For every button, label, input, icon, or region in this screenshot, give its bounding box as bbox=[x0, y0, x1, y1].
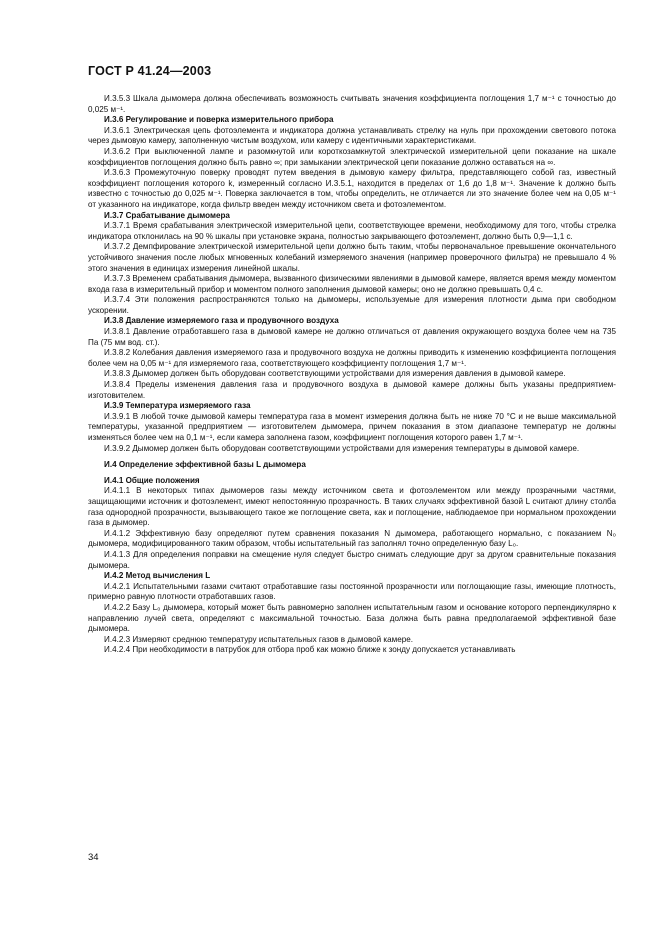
paragraph: И.4.1.2 Эффективную базу определяют путем сравнения показания N дымомера, работающего нормально, с показанием N₀ дымомера, модифицированного таким образом, чтобы испытательный газ заполнял точно определенную базу L₀. bbox=[88, 528, 616, 549]
paragraph: И.3.8.1 Давление отработавшего газа в дымовой камере не должно отличаться от давления окружающего воздуха более чем на 735 Па (75 мм вод. ст.). bbox=[88, 327, 616, 347]
paragraph: И.4.2.3 Измеряют среднюю температуру испытательных газов в дымовой камере. bbox=[104, 634, 413, 644]
subsection-heading: И.3.7 Срабатывание дымомера bbox=[104, 210, 230, 220]
paragraph: И.3.8.3 Дымомер должен быть оборудован соответствующими устройствами для измерения давления в дымовой камере. bbox=[104, 369, 566, 379]
subsection-heading: И.3.9 Температура измеряемого газа bbox=[104, 401, 251, 411]
paragraph: И.4.2.1 Испытательными газами считают отработавшие газы постоянной прозрачности или поглощающие газы, имеющие плотность, примерно равную плотности отработавших газов. bbox=[88, 581, 616, 602]
paragraph: И.3.9.1 В любой точке дымовой камеры температура газа в момент измерения должна быть не ниже 70 °С и не выше максимальной температуры, указанной предприятием — изготовителем дымомера, причем показания в этом диапазоне температур не должны изменяться более чем на 0,1 м⁻¹, если камера заполнена газом, коэффициент поглощения которого равен 1,7 м⁻¹. bbox=[88, 411, 616, 442]
document-body bbox=[88, 94, 616, 656]
paragraph: И.3.5.3 Шкала дымомера должна обеспечивать возможность считывать значения коэффициента поглощения 1,7 м⁻¹ с точностью до 0,025 м⁻¹. bbox=[88, 94, 616, 114]
paragraph: И.3.7.2 Демпфирование электрической измерительной цепи должно быть таким, чтобы первоначальное превышение окончательного устойчивого значения после любых мгновенных колебаний измеряемого значения (например проверочного фильтра) не превышало 4 % этого значения в единицах измерения линейной шкалы. bbox=[88, 242, 616, 273]
paragraph: И.4.1.3 Для определения поправки на смещение нуля следует быстро снимать следующие друг за другом сравнительные показания дымомера. bbox=[88, 549, 616, 570]
paragraph: И.3.7.4 Эти положения распространяются только на дымомеры, используемые для измерения плотности дыма при свободном ускорении. bbox=[88, 295, 616, 315]
paragraph: И.3.7.3 Временем срабатывания дымомера, вызванного физическими явлениями в дымовой камере, является время между моментом входа газа в измерительный прибор и моментом полного заполнения дымовой камеры; оно не должно превышать 0,4 с. bbox=[88, 274, 616, 294]
paragraph: И.3.6.2 При выключенной лампе и разомкнутой или короткозамкнутой электрической измерительной цепи показание на шкале коэффициентов поглощения должно быть равно ∞; при замыкании электрической цепи показание должно оставаться на ∞. bbox=[88, 146, 616, 167]
subsection-heading: И.4.2 Метод вычисления L bbox=[104, 571, 211, 581]
paragraph: И.4.2.4 При необходимости в патрубок для отбора проб как можно ближе к зонду допускается устанавливать bbox=[104, 645, 516, 655]
paragraph: И.4.1.1 В некоторых типах дымомеров газы между источником света и фотоэлементом или между прозрачными частями, защищающими источник и фотоэлемент, имеют непостоянную прозрачность. В таких случаях эффективной базой L считают длину столба газа однородной прозрачности, вызывающего такое же поглощение света, как и поглощение, наблюдаемое при нормальном прохождении газа в дымомер. bbox=[88, 486, 616, 528]
paragraph: И.3.8.4 Пределы изменения давления газа и продувочного воздуха в дымовой камере должны быть указаны предприятием-изготовителем. bbox=[88, 380, 616, 400]
subsection-heading: И.3.6 Регулирование и поверка измерительного прибора bbox=[104, 115, 334, 125]
paragraph: И.3.6.3 Промежуточную поверку проводят путем введения в дымовую камеру фильтра, представляющего собой газ, известный коэффициент поглощения которого k, измеренный согласно И.3.5.1, находится в пределах от 1,6 до 1,8 м⁻¹. Значение k должно быть известно с точностью до 0,025 м⁻¹. Поверка заключается в том, чтобы определить, не отличается ли это значение более чем на 0,05 м⁻¹ от указанного на индикаторе, когда фильтр введен между источником света и фотоэлементом. bbox=[88, 168, 616, 209]
page-number: 34 bbox=[88, 852, 99, 863]
paragraph: И.3.8.2 Колебания давления измеряемого газа и продувочного воздуха не должны приводить к изменению коэффициента поглощения более чем на 0,05 м⁻¹ для измеряемого газа, соответствующего коэффициенту поглощения 1,7 м⁻¹. bbox=[88, 348, 616, 368]
paragraph: И.3.6.1 Электрическая цепь фотоэлемента и индикатора должна устанавливать стрелку на нуль при прохождении светового потока через дымовую камеру, заполненную чистым воздухом, или камеру с идентичными характеристиками. bbox=[88, 125, 616, 146]
paragraph: И.3.9.2 Дымомер должен быть оборудован соответствующими устройствами для измерения температуры в дымовой камере. bbox=[104, 443, 580, 453]
subsection-heading: И.3.8 Давление измеряемого газа и продувочного воздуха bbox=[104, 316, 339, 326]
paragraph: И.3.7.1 Время срабатывания электрической измерительной цепи, соответствующее времени, необходимому для того, чтобы стрелка индикатора отклонилась на 90 % шкалы при установке экрана, полностью закрывающего фотоэлемент, должно быть 0,9—1,1 с. bbox=[88, 221, 616, 241]
paragraph: И.4.2.2 Базу L₀ дымомера, который может быть равномерно заполнен испытательным газом и основание которого перпендикулярно к направлению лучей света, определяют с максимальной точностью. База должна быть равна предполагаемой эффективной базе дымомера. bbox=[88, 602, 616, 634]
page-header: ГОСТ Р 41.24—2003 bbox=[88, 64, 212, 78]
section-heading: И.4 Определение эффективной базы L дымомера bbox=[104, 460, 306, 470]
subsection-heading: И.4.1 Общие положения bbox=[104, 475, 200, 485]
